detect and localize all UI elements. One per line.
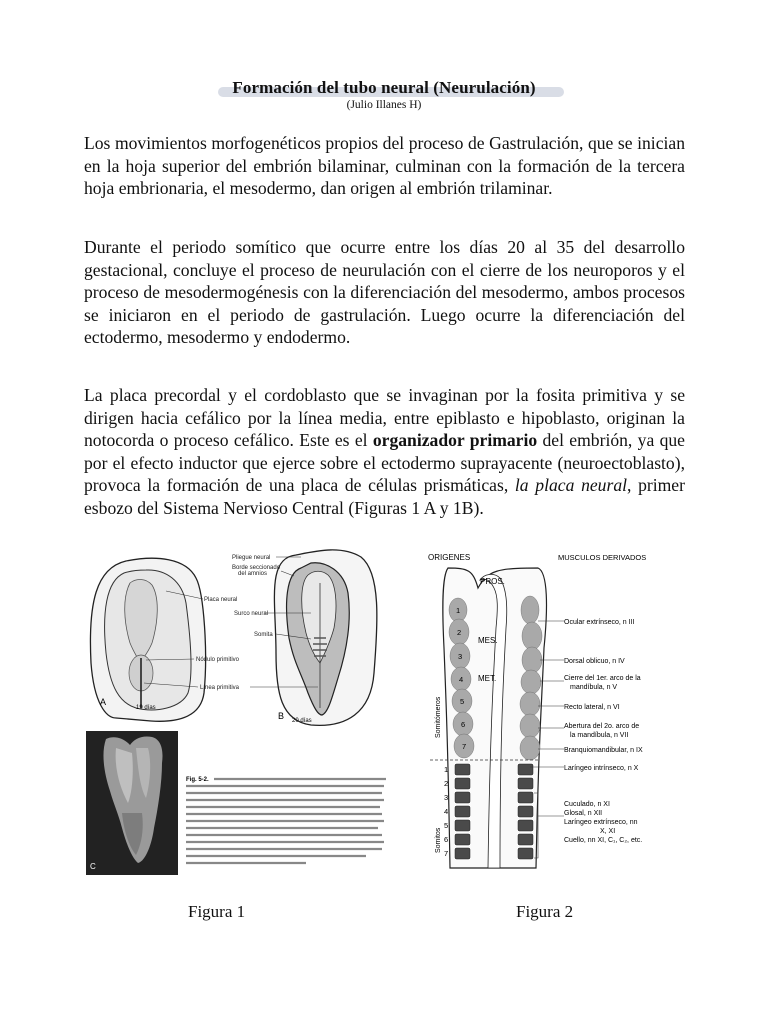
label-linea: Línea primitiva <box>200 685 240 691</box>
somite-num-5: 5 <box>444 821 449 830</box>
paragraph-1: Los movimientos morfogenéticos propios del proceso de Gastrulación, que se inician en la hoja superior del embrión bilaminar, culminan con la formación de la tercera hoja embrionaria, el mesodermo, dan origen al embrión trilaminar. <box>84 133 685 199</box>
muscle-ocular: Ocular extrínseco, n III <box>564 619 635 626</box>
paragraph-3-italic: la placa neural <box>514 475 627 496</box>
figure-2-illustration <box>418 548 683 874</box>
paragraph-3-bold: organizador primario <box>372 430 538 451</box>
figure-1-reference: Fig. 5-2. <box>186 777 209 783</box>
title-container <box>0 78 768 98</box>
label-met: MET. <box>478 674 497 683</box>
somite-num-6: 6 <box>444 835 449 844</box>
document-title: Formación del tubo neural (Neurulación) <box>224 78 543 98</box>
paragraph-3-part2: del embrión, ya que por el efecto inductor que ejerce sobre el ectodermo suprayacente (neuroectoblasto), provoca la formación de una placa de células prismáticas, <box>84 430 685 496</box>
label-mes: MES. <box>478 636 498 645</box>
paragraph-3-part1: La placa precordal y el cordoblasto que se invaginan por la fosita primitiva y se dirigen hacia cefálico por la línea media, entre epiblasto e hipoblasto, originan la notocorda o proceso cefálico. Este es el <box>84 385 685 451</box>
embryo-b <box>274 550 377 725</box>
figure-1-caption: Figura 1 <box>188 902 246 921</box>
label-a: A <box>100 697 107 707</box>
somite-num-1: 1 <box>444 765 449 774</box>
somite-num-2: 2 <box>444 779 449 788</box>
figure-1 <box>86 543 390 875</box>
muscle-cierre-2: mandíbula, n V <box>570 684 618 691</box>
somite-num-3: 3 <box>444 793 449 802</box>
embryo-a <box>90 558 205 721</box>
muscle-recto-lateral: Recto lateral, n VI <box>564 704 620 711</box>
label-musculos: MUSCULOS DERIVADOS <box>558 553 647 562</box>
muscle-cuello: Cuello, nn XI, C₁, C₂, etc. <box>564 837 643 844</box>
muscle-dorsal-oblicuo: Dorsal oblicuo, n IV <box>564 658 625 665</box>
paragraph-3-part3: , primer esbozo del Sistema Nervioso Central (Figuras 1 A y 1B). <box>84 475 685 518</box>
label-borde: Borde seccionado <box>232 565 281 571</box>
num-5: 5 <box>460 697 465 706</box>
num-2: 2 <box>457 628 462 637</box>
figure-1-caption-block <box>186 779 386 863</box>
num-4: 4 <box>459 675 464 684</box>
paragraph-3 <box>84 384 685 520</box>
muscle-glosal: Glosal, n XII <box>564 810 603 817</box>
label-c: C <box>90 862 96 871</box>
muscle-laringeo-intrinseco: Laríngeo intrínseco, n X <box>564 765 639 772</box>
label-somitos: Somitos <box>435 827 442 853</box>
label-surco: Surco neural <box>234 611 269 617</box>
muscle-cuculado: Cuculado, n XI <box>564 801 610 808</box>
label-somitomeros: Somitómeros <box>435 696 442 738</box>
figure-2 <box>418 548 683 874</box>
muscle-abertura-1: Abertura del 2o. arco de <box>564 723 640 730</box>
label-nodulo: Nódulo primitivo <box>196 657 240 663</box>
document-author: (Julio Illanes H) <box>346 99 422 111</box>
num-3: 3 <box>458 652 463 661</box>
paragraph-2: Durante el periodo somítico que ocurre entre los días 20 al 35 del desarrollo gestacional, concluye el proceso de neurulación con el cierre de los neuroporos y el proceso de mesodermogénesis con la diferenciación del mesodermo, ambos procesos se iniciaron en el periodo de gastrulación. Luego ocurre la diferenciación del ectodermo, mesodermo y endodermo. <box>84 237 685 348</box>
label-borde-2: del amnios <box>238 571 268 577</box>
label-somita: Somita <box>254 632 273 638</box>
label-a-days: 19 días <box>136 705 156 711</box>
muscle-laringeo-extrinseco-2: X, XI <box>600 828 616 835</box>
label-pliegue: Pliegue neural <box>232 555 271 561</box>
figure-2-caption: Figura 2 <box>516 902 574 921</box>
label-pros: PROS. <box>480 577 505 586</box>
figure-1-illustration <box>86 543 390 875</box>
num-1: 1 <box>456 606 461 615</box>
muscle-abertura-2: la mandíbula, n VII <box>570 732 629 739</box>
somite-num-7: 7 <box>444 849 449 858</box>
muscle-cierre-1: Cierre del 1er. arco de la <box>564 675 641 682</box>
label-b: B <box>278 711 285 721</box>
micrograph-c <box>86 731 178 875</box>
somite-num-4: 4 <box>444 807 449 816</box>
muscle-branquiomandibular: Branquiomandibular, n IX <box>564 747 643 754</box>
muscle-laringeo-extrinseco-1: Laríngeo extrínseco, nn <box>564 819 638 826</box>
num-7: 7 <box>462 742 467 751</box>
num-6: 6 <box>461 720 466 729</box>
label-b-days: 20 días <box>292 718 312 724</box>
label-origenes: ORIGENES <box>428 553 471 562</box>
label-placa: Placa neural <box>204 597 238 603</box>
